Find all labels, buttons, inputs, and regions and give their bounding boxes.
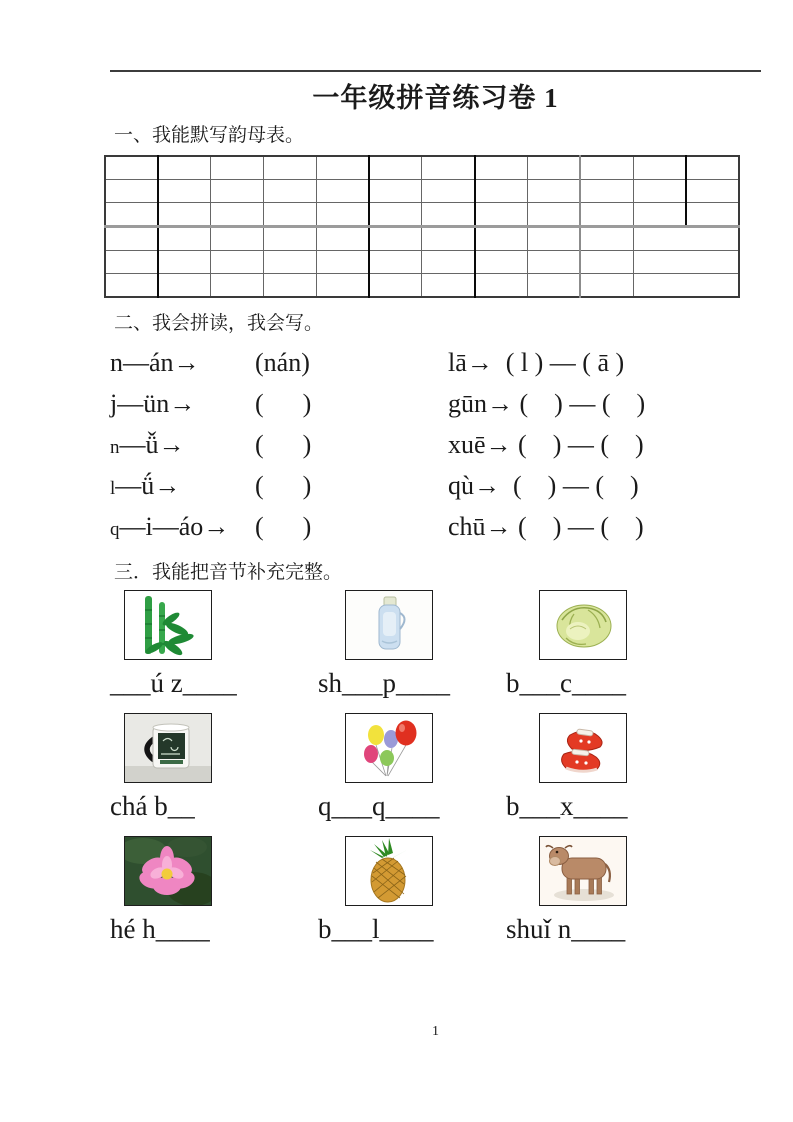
- table-row: [105, 203, 739, 227]
- table-cell: [211, 251, 264, 274]
- pinyin-blank: shuǐ n____: [506, 914, 626, 944]
- exercise-answer-blank: ( ): [255, 389, 312, 418]
- section2-heading: 二、我会拼读，我会写。: [114, 313, 324, 334]
- page-title: 一年级拼音练习卷 1: [312, 83, 559, 113]
- table-cell: [211, 274, 264, 298]
- table-cell: [475, 251, 528, 274]
- table-cell: [422, 180, 475, 203]
- pinyin-exercises: [110, 342, 770, 547]
- table-cell: [263, 156, 316, 180]
- table-cell: [633, 180, 686, 203]
- vowel-table-body: [105, 156, 739, 297]
- section3-heading: 三．我能把音节补充完整。: [114, 562, 343, 583]
- exercise-expression: l—ǘ→: [110, 471, 181, 500]
- grid-item-cabbage: [506, 590, 770, 713]
- exercise-expression: n—ǚ→: [110, 430, 185, 459]
- grid-item-lotus: [110, 836, 318, 959]
- table-row: [105, 227, 739, 251]
- table-cell: [528, 274, 581, 298]
- table-cell: [316, 274, 369, 298]
- table-cell: [316, 227, 369, 251]
- pinyin-blank: b___x____: [506, 791, 628, 821]
- exercise-right: lā→ ( l ) — ( ā ): [448, 348, 625, 377]
- table-cell: [686, 156, 739, 180]
- exercise-right: qù→ ( ) — ( ): [448, 471, 639, 500]
- table-cell: [263, 251, 316, 274]
- pinyin-blank: q___q____: [318, 791, 440, 821]
- table-cell: [158, 274, 211, 298]
- grid-item-water-buffalo: [506, 836, 770, 959]
- table-cell: [633, 227, 739, 251]
- grid-item-bamboo: [110, 590, 318, 713]
- exercise-right: chū→ ( ) — ( ): [448, 512, 644, 541]
- table-cell: [475, 203, 528, 227]
- table-cell: [211, 156, 264, 180]
- table-cell: [316, 251, 369, 274]
- exercise-answer-blank: ( ): [255, 430, 312, 459]
- exercise-expression: n—án→: [110, 348, 200, 377]
- pinyin-blank: hé h____: [110, 914, 210, 944]
- table-cell: [422, 227, 475, 251]
- table-cell: [528, 203, 581, 227]
- picture-grid: [110, 590, 770, 959]
- exercise-row: [110, 342, 770, 383]
- red-shoes-image: [539, 713, 627, 783]
- exercise-answer-blank: (nán): [255, 348, 310, 377]
- table-cell: [528, 251, 581, 274]
- table-cell: [422, 274, 475, 298]
- pinyin-blank: b___c____: [506, 668, 626, 698]
- table-cell: [580, 156, 633, 180]
- grid-item-mug: [110, 713, 318, 836]
- grid-item-balloons: [318, 713, 506, 836]
- exercise-row: [110, 383, 770, 424]
- table-cell: [263, 227, 316, 251]
- table-cell: [580, 203, 633, 227]
- exercise-expression: q—i—áo→: [110, 512, 230, 541]
- mug-image: [124, 713, 212, 783]
- table-cell: [105, 203, 158, 227]
- table-cell: [422, 156, 475, 180]
- cabbage-image: [539, 590, 627, 660]
- table-cell: [158, 156, 211, 180]
- table-cell: [686, 203, 739, 227]
- table-cell: [263, 203, 316, 227]
- table-cell: [580, 180, 633, 203]
- table-cell: [475, 227, 528, 251]
- pinyin-blank: ___ú z____: [110, 668, 237, 698]
- table-cell: [422, 251, 475, 274]
- table-cell: [158, 203, 211, 227]
- grid-item-red-shoes: [506, 713, 770, 836]
- table-cell: [105, 180, 158, 203]
- table-cell: [475, 156, 528, 180]
- exercise-answer-blank: ( ): [255, 471, 312, 500]
- lotus-image: [124, 836, 212, 906]
- table-cell: [105, 156, 158, 180]
- table-cell: [211, 227, 264, 251]
- table-cell: [158, 251, 211, 274]
- table-cell: [528, 156, 581, 180]
- header-rule: [110, 70, 761, 72]
- table-cell: [528, 180, 581, 203]
- cow-image: [539, 836, 627, 906]
- table-cell: [105, 274, 158, 298]
- grid-item-water-bottle: [318, 590, 506, 713]
- table-cell: [369, 203, 422, 227]
- section1-heading: 一、我能默写韵母表。: [114, 125, 305, 146]
- page-number: 1: [432, 1024, 439, 1039]
- table-cell: [580, 251, 633, 274]
- table-cell: [263, 274, 316, 298]
- table-cell: [369, 180, 422, 203]
- exercise-right: gūn→ ( ) — ( ): [448, 389, 646, 418]
- exercise-answer-blank: ( ): [255, 512, 312, 541]
- grid-item-pineapple: [318, 836, 506, 959]
- table-cell: [369, 274, 422, 298]
- table-cell: [263, 180, 316, 203]
- table-cell: [633, 274, 739, 298]
- table-cell: [369, 251, 422, 274]
- pineapple-image: [345, 836, 433, 906]
- exercise-expression: j—ün→: [110, 389, 196, 418]
- table-cell: [369, 156, 422, 180]
- table-cell: [528, 227, 581, 251]
- table-cell: [633, 251, 739, 274]
- table-cell: [580, 274, 633, 298]
- table-row: [105, 156, 739, 180]
- pinyin-blank: chá b__: [110, 791, 195, 821]
- table-cell: [211, 180, 264, 203]
- table-cell: [211, 203, 264, 227]
- balloons-image: [345, 713, 433, 783]
- table-cell: [316, 156, 369, 180]
- exercise-row: [110, 424, 770, 465]
- table-row: [105, 274, 739, 298]
- table-cell: [475, 180, 528, 203]
- water-bottle-image: [345, 590, 433, 660]
- table-cell: [369, 227, 422, 251]
- table-cell: [422, 203, 475, 227]
- table-cell: [633, 203, 686, 227]
- table-cell: [158, 180, 211, 203]
- table-cell: [158, 227, 211, 251]
- table-cell: [633, 156, 686, 180]
- table-cell: [580, 227, 633, 251]
- exercise-right: xuē→ ( ) — ( ): [448, 430, 644, 459]
- table-row: [105, 251, 739, 274]
- pinyin-blank: b___l____: [318, 914, 434, 944]
- exercise-row: [110, 465, 770, 506]
- vowel-table: [104, 155, 740, 298]
- table-cell: [316, 180, 369, 203]
- table-cell: [105, 251, 158, 274]
- exercise-row: [110, 506, 770, 547]
- bamboo-image: [124, 590, 212, 660]
- table-cell: [475, 274, 528, 298]
- table-row: [105, 180, 739, 203]
- pinyin-blank: sh___p____: [318, 668, 451, 698]
- table-cell: [105, 227, 158, 251]
- table-cell: [686, 180, 739, 203]
- table-cell: [316, 203, 369, 227]
